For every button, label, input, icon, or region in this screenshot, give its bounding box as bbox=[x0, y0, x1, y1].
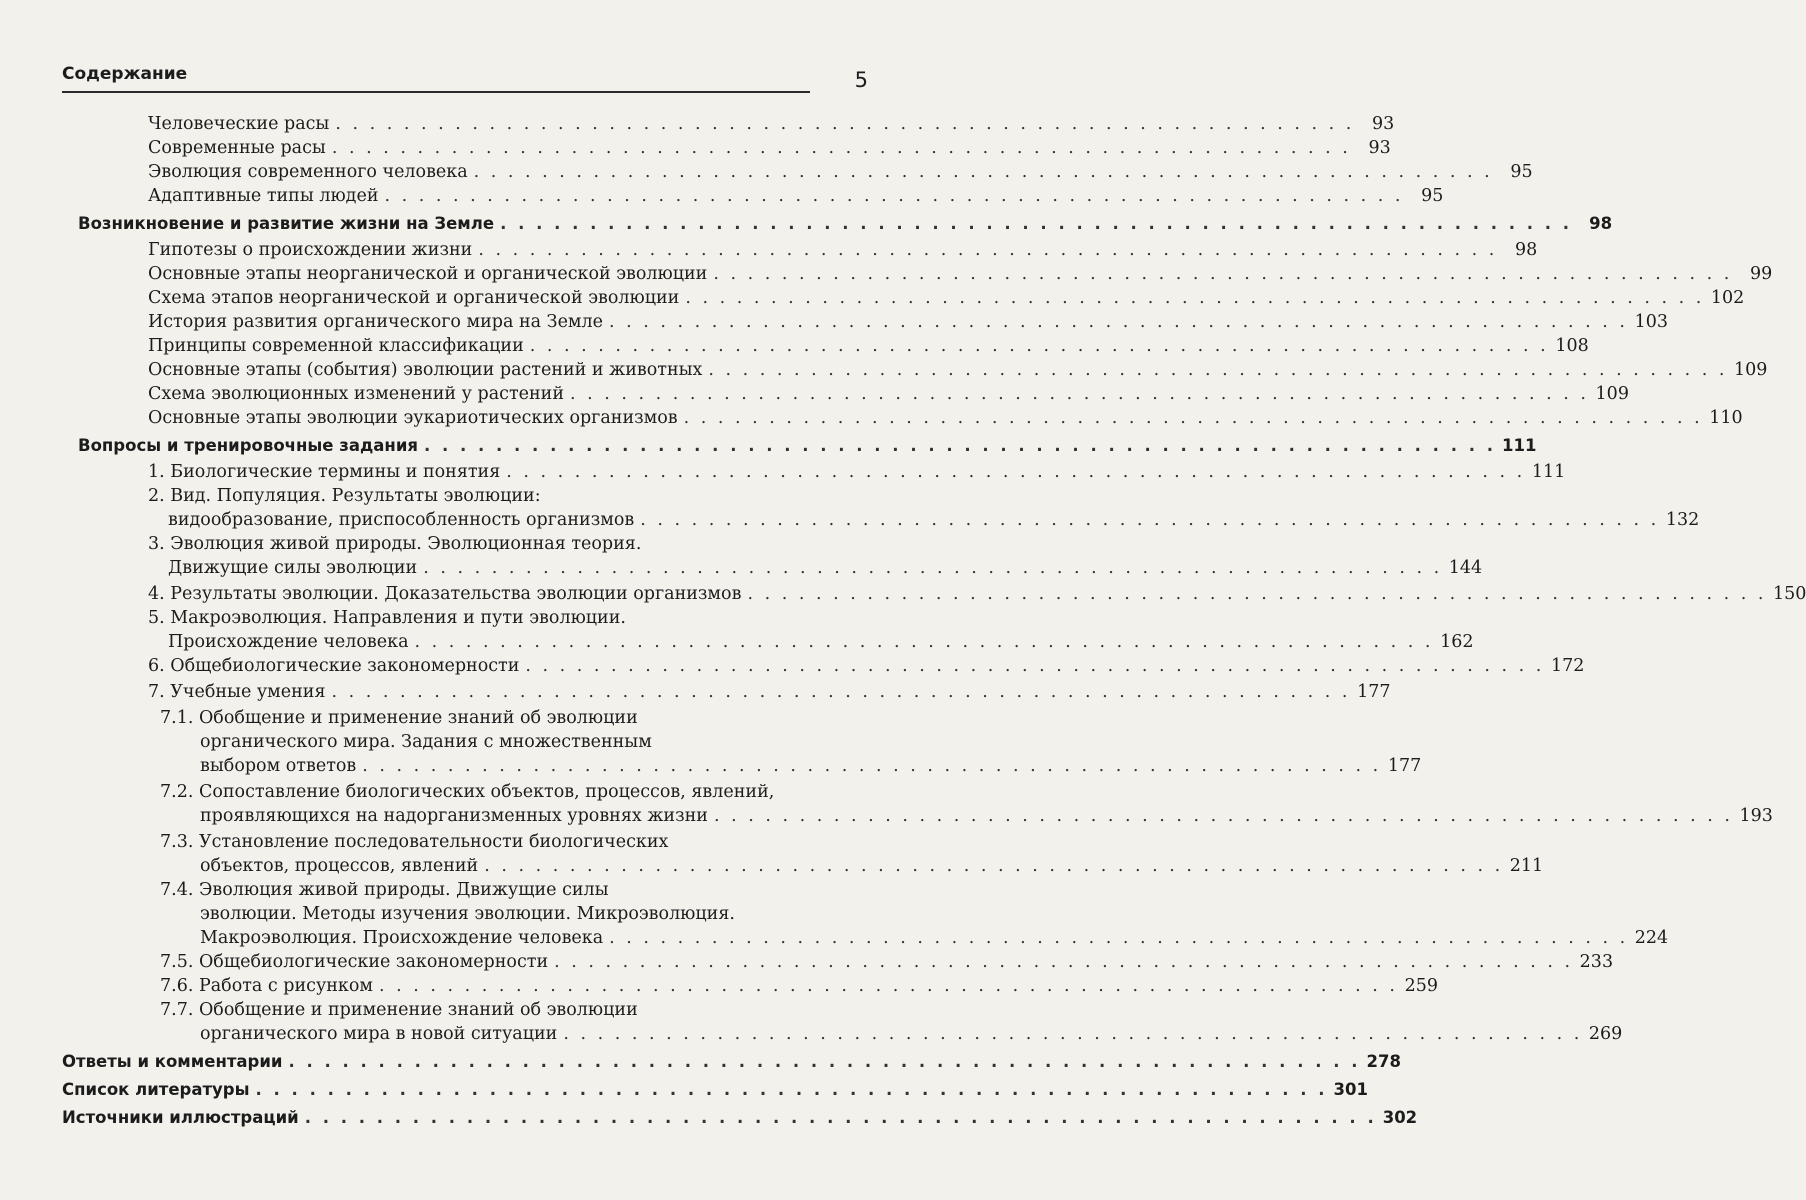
toc-entry-page: 102 bbox=[1710, 288, 1745, 308]
leader-dots: . . . . . . . . . . . . . . . . . . . . . . . . . . . . . . . . . . . . . . . . . . . . . . . . . . . . . . . . . . . . bbox=[335, 114, 1355, 134]
toc-entry bbox=[148, 582, 1806, 606]
toc-entry-page: 98 bbox=[1589, 214, 1613, 233]
toc-entry bbox=[148, 382, 1629, 406]
toc-entry-title: Схема эволюционных изменений у растений bbox=[148, 384, 564, 404]
toc-entry bbox=[168, 556, 1483, 580]
toc-entry-page: 98 bbox=[1515, 240, 1538, 260]
toc-entry bbox=[200, 926, 1669, 950]
toc-entry bbox=[148, 532, 868, 556]
leader-dots: . . . . . . . . . . . . . . . . . . . . . . . . . . . . . . . . . . . . . . . . . . . . . . . . . . . . . . . . . . . . bbox=[569, 384, 1589, 404]
toc-entry-title: История развития органического мира на Земле bbox=[148, 312, 604, 332]
leader-dots: . . . . . . . . . . . . . . . . . . . . . . . . . . . . . . . . . . . . . . . . . . . . . . . . . . . . . . . . . . . . bbox=[747, 584, 1767, 604]
toc-entry-title: Гипотезы о происхождении жизни bbox=[148, 240, 473, 260]
leader-dots: . . . . . . . . . . . . . . . . . . . . . . . . . . . . . . . . . . . . . . . . . . . . . . . . . . . . . . . . . . . . bbox=[563, 1024, 1583, 1044]
leader-dots: . . . . . . . . . . . . . . . . . . . . . . . . . . . . . . . . . . . . . . . . . . . . . . . . . . . . . . . . . . . . bbox=[683, 408, 1703, 428]
toc-entry-title: Принципы современной классификации bbox=[148, 336, 524, 356]
toc-entry-title: 7.5. Общебиологические закономерности bbox=[160, 952, 549, 972]
toc-entry-title: 2. Вид. Популяция. Результаты эволюции: bbox=[148, 486, 541, 506]
toc-entry bbox=[148, 112, 1395, 136]
toc-entry bbox=[160, 998, 868, 1022]
toc-entry-page: 269 bbox=[1588, 1024, 1623, 1044]
toc-entry-title: 6. Общебиологические закономерности bbox=[148, 656, 520, 676]
toc-entry-title: Макроэволюция. Происхождение человека bbox=[200, 928, 604, 948]
leader-dots: . . . . . . . . . . . . . . . . . . . . . . . . . . . . . . . . . . . . . . . . . . . . . . . . . . . . . . . . . . . . bbox=[713, 264, 1733, 284]
toc-entry-page: 111 bbox=[1502, 436, 1537, 455]
toc-entry bbox=[168, 508, 1700, 532]
toc-entry bbox=[62, 1078, 1368, 1102]
toc-entry-title: 7.2. Сопоставление биологических объектов, процессов, явлений, bbox=[160, 782, 775, 802]
leader-dots: . . . . . . . . . . . . . . . . . . . . . . . . . . . . . . . . . . . . . . . . . . . . . . . . . . . . . . . . . . . . bbox=[384, 186, 1404, 206]
toc-entry-page: 144 bbox=[1448, 558, 1483, 578]
page-number: 5 bbox=[854, 68, 868, 92]
section-title: Содержание bbox=[62, 64, 188, 84]
leader-dots: . . . . . . . . . . . . . . . . . . . . . . . . . . . . . . . . . . . . . . . . . . . . . . . . . . . . . . . . . . . . bbox=[478, 240, 1498, 260]
leader-dots: . . . . . . . . . . . . . . . . . . . . . . . . . . . . . . . . . . . . . . . . . . . . . . . . . . . . . . . . . . . . bbox=[331, 138, 1351, 158]
toc-entry-page: 162 bbox=[1440, 632, 1474, 652]
toc-entry-page: 150 bbox=[1773, 584, 1806, 604]
toc-entry-title: проявляющихся на надорганизменных уровнях жизни bbox=[200, 806, 708, 826]
toc-entry-page: 278 bbox=[1366, 1052, 1401, 1071]
toc-entry-title: Возникновение и развитие жизни на Земле bbox=[78, 214, 495, 233]
toc-entry-title: 5. Макроэволюция. Направления и пути эволюции. bbox=[148, 608, 626, 628]
toc-entry-page: 177 bbox=[1387, 756, 1422, 776]
toc-entry bbox=[62, 1050, 1401, 1074]
toc-entry-page: 211 bbox=[1509, 856, 1544, 876]
toc-entry-title: 7.3. Установление последовательности биологических bbox=[160, 832, 669, 852]
toc-entry-page: 301 bbox=[1333, 1080, 1368, 1099]
toc-entry-page: 109 bbox=[1733, 360, 1768, 380]
toc-entry-title: 7.7. Обобщение и применение знаний об эволюции bbox=[160, 1000, 638, 1020]
toc-entry-title: Человеческие расы bbox=[148, 114, 330, 134]
toc-entry-title: 4. Результаты эволюции. Доказательства эволюции организмов bbox=[148, 584, 742, 604]
toc-entry-title: Современные расы bbox=[148, 138, 326, 158]
toc-entry bbox=[148, 654, 1585, 678]
toc-entry bbox=[148, 484, 868, 508]
toc-entry bbox=[160, 706, 868, 730]
toc-entry bbox=[148, 310, 1668, 334]
leader-dots: . . . . . . . . . . . . . . . . . . . . . . . . . . . . . . . . . . . . . . . . . . . . . . . . . . . . . . . . . . . . bbox=[362, 756, 1382, 776]
leader-dots: . . . . . . . . . . . . . . . . . . . . . . . . . . . . . . . . . . . . . . . . . . . . . . . . . . . . . . . . . . . . bbox=[304, 1108, 1377, 1127]
toc-entry-title: 1. Биологические термины и понятия bbox=[148, 462, 501, 482]
toc-entry bbox=[160, 878, 868, 902]
toc-entry-page: 95 bbox=[1510, 162, 1533, 182]
toc-entry-title: Основные этапы эволюции эукариотических организмов bbox=[148, 408, 678, 428]
toc-entry bbox=[148, 238, 1538, 262]
toc-entry-page: 233 bbox=[1579, 952, 1614, 972]
header-rule bbox=[62, 91, 810, 93]
toc-entry-title: 3. Эволюция живой природы. Эволюционная теория. bbox=[148, 534, 642, 554]
toc-entry bbox=[160, 780, 868, 804]
toc-entry-page: 93 bbox=[1372, 114, 1395, 134]
toc-entry bbox=[78, 212, 1613, 236]
leader-dots: . . . . . . . . . . . . . . . . . . . . . . . . . . . . . . . . . . . . . . . . . . . . . . . . . . . . . . . . . . . . bbox=[506, 462, 1526, 482]
leader-dots: . . . . . . . . . . . . . . . . . . . . . . . . . . . . . . . . . . . . . . . . . . . . . . . . . . . . . . . . . . . . bbox=[554, 952, 1574, 972]
leader-dots: . . . . . . . . . . . . . . . . . . . . . . . . . . . . . . . . . . . . . . . . . . . . . . . . . . . . . . . . . . . . bbox=[713, 806, 1733, 826]
toc-entry bbox=[148, 136, 1391, 160]
toc-entry bbox=[160, 830, 868, 854]
leader-dots: . . . . . . . . . . . . . . . . . . . . . . . . . . . . . . . . . . . . . . . . . . . . . . . . . . . . . . . . . . . . bbox=[529, 336, 1549, 356]
toc-entry-title: Эволюция современного человека bbox=[148, 162, 468, 182]
leader-dots: . . . . . . . . . . . . . . . . . . . . . . . . . . . . . . . . . . . . . . . . . . . . . . . . . . . . . . . . . . . . bbox=[473, 162, 1493, 182]
toc-entry-title: органического мира. Задания с множественным bbox=[200, 732, 652, 752]
toc-entry-page: 110 bbox=[1709, 408, 1743, 428]
toc-entry-page: 132 bbox=[1665, 510, 1700, 530]
toc-entry-title: 7.6. Работа с рисунком bbox=[160, 976, 373, 996]
toc-entry bbox=[160, 974, 1438, 998]
leader-dots: . . . . . . . . . . . . . . . . . . . . . . . . . . . . . . . . . . . . . . . . . . . . . . . . . . . . . . . . . . . . bbox=[609, 928, 1629, 948]
leader-dots: . . . . . . . . . . . . . . . . . . . . . . . . . . . . . . . . . . . . . . . . . . . . . . . . . . . . . . . . . . . . bbox=[423, 558, 1443, 578]
toc-entry-title: Ответы и комментарии bbox=[62, 1052, 283, 1071]
toc-entry-title: органического мира в новой ситуации bbox=[200, 1024, 558, 1044]
toc-entry-title: объектов, процессов, явлений bbox=[200, 856, 479, 876]
toc-entry-title: выбором ответов bbox=[200, 756, 357, 776]
toc-entry-page: 99 bbox=[1750, 264, 1773, 284]
toc-entry-title: Схема этапов неорганической и органической эволюции bbox=[148, 288, 680, 308]
leader-dots: . . . . . . . . . . . . . . . . . . . . . . . . . . . . . . . . . . . . . . . . . . . . . . . . . . . . . . . . . . . . bbox=[525, 656, 1545, 676]
toc-entry bbox=[148, 358, 1768, 382]
toc-entry-title: Основные этапы неорганической и органической эволюции bbox=[148, 264, 708, 284]
toc-entry-title: Движущие силы эволюции bbox=[168, 558, 418, 578]
toc-entry-page: 193 bbox=[1739, 806, 1773, 826]
leader-dots: . . . . . . . . . . . . . . . . . . . . . . . . . . . . . . . . . . . . . . . . . . . . . . . . . . . . . . . . . . . . bbox=[500, 214, 1573, 233]
toc-entry-page: 111 bbox=[1531, 462, 1566, 482]
toc-entry bbox=[200, 804, 1773, 828]
toc-entry bbox=[168, 630, 1474, 654]
toc-entry bbox=[148, 680, 1391, 704]
toc-entry-title: Список литературы bbox=[62, 1080, 250, 1099]
toc-entry-title: Основные этапы (события) эволюции растений и животных bbox=[148, 360, 703, 380]
leader-dots: . . . . . . . . . . . . . . . . . . . . . . . . . . . . . . . . . . . . . . . . . . . . . . . . . . . . . . . . . . . . bbox=[288, 1052, 1361, 1071]
toc-entry-page: 177 bbox=[1357, 682, 1391, 702]
toc-entry-page: 108 bbox=[1555, 336, 1589, 356]
leader-dots: . . . . . . . . . . . . . . . . . . . . . . . . . . . . . . . . . . . . . . . . . . . . . . . . . . . . . . . . . . . . bbox=[379, 976, 1398, 996]
toc-entry bbox=[148, 460, 1566, 484]
toc-entry bbox=[148, 262, 1773, 286]
leader-dots: . . . . . . . . . . . . . . . . . . . . . . . . . . . . . . . . . . . . . . . . . . . . . . . . . . . . . . . . . . . . bbox=[423, 436, 1496, 455]
toc-entry bbox=[200, 754, 1422, 778]
toc-entry bbox=[200, 730, 868, 754]
toc-entry bbox=[148, 160, 1533, 184]
toc-entry bbox=[148, 406, 1743, 430]
toc-entry bbox=[148, 184, 1444, 208]
toc-entry bbox=[200, 854, 1544, 878]
leader-dots: . . . . . . . . . . . . . . . . . . . . . . . . . . . . . . . . . . . . . . . . . . . . . . . . . . . . . . . . . . . . bbox=[685, 288, 1705, 308]
toc-entry-title: Источники иллюстраций bbox=[62, 1108, 299, 1127]
leader-dots: . . . . . . . . . . . . . . . . . . . . . . . . . . . . . . . . . . . . . . . . . . . . . . . . . . . . . . . . . . . . bbox=[609, 312, 1628, 332]
toc-entry-title: 7.1. Обобщение и применение знаний об эволюции bbox=[160, 708, 638, 728]
toc-entry-page: 259 bbox=[1404, 976, 1438, 996]
toc-entry-page: 302 bbox=[1382, 1108, 1418, 1127]
toc-entry-page: 95 bbox=[1421, 186, 1444, 206]
leader-dots: . . . . . . . . . . . . . . . . . . . . . . . . . . . . . . . . . . . . . . . . . . . . . . . . . . . . . . . . . . . . bbox=[414, 632, 1434, 652]
toc-entry bbox=[148, 334, 1589, 358]
toc-entry-page: 93 bbox=[1368, 138, 1391, 158]
toc-entry bbox=[78, 434, 1537, 458]
page-header bbox=[62, 58, 868, 98]
toc-entry-title: эволюции. Методы изучения эволюции. Микроэволюция. bbox=[200, 904, 735, 924]
toc-entry-title: 7. Учебные умения bbox=[148, 682, 326, 702]
toc-entry-title: 7.4. Эволюция живой природы. Движущие силы bbox=[160, 880, 609, 900]
toc-entry bbox=[200, 1022, 1623, 1046]
toc-entry bbox=[200, 902, 868, 926]
toc-entry bbox=[148, 606, 868, 630]
leader-dots: . . . . . . . . . . . . . . . . . . . . . . . . . . . . . . . . . . . . . . . . . . . . . . . . . . . . . . . . . . . . bbox=[640, 510, 1660, 530]
leader-dots: . . . . . . . . . . . . . . . . . . . . . . . . . . . . . . . . . . . . . . . . . . . . . . . . . . . . . . . . . . . . bbox=[331, 682, 1351, 702]
toc-entry-title: видообразование, приспособленность организмов bbox=[168, 510, 635, 530]
toc-entry bbox=[62, 1106, 1418, 1130]
toc-entry-page: 103 bbox=[1634, 312, 1668, 332]
toc-entry-page: 224 bbox=[1634, 928, 1669, 948]
toc-entry-page: 172 bbox=[1550, 656, 1585, 676]
leader-dots: . . . . . . . . . . . . . . . . . . . . . . . . . . . . . . . . . . . . . . . . . . . . . . . . . . . . . . . . . . . . bbox=[255, 1080, 1328, 1099]
toc-entry bbox=[148, 286, 1745, 310]
toc-entry-title: Происхождение человека bbox=[168, 632, 409, 652]
toc-entry-page: 109 bbox=[1595, 384, 1629, 404]
toc-entry bbox=[160, 950, 1614, 974]
toc-entry-title: Вопросы и тренировочные задания bbox=[78, 436, 418, 455]
toc-entry-title: Адаптивные типы людей bbox=[148, 186, 379, 206]
leader-dots: . . . . . . . . . . . . . . . . . . . . . . . . . . . . . . . . . . . . . . . . . . . . . . . . . . . . . . . . . . . . bbox=[708, 360, 1728, 380]
leader-dots: . . . . . . . . . . . . . . . . . . . . . . . . . . . . . . . . . . . . . . . . . . . . . . . . . . . . . . . . . . . . bbox=[484, 856, 1504, 876]
